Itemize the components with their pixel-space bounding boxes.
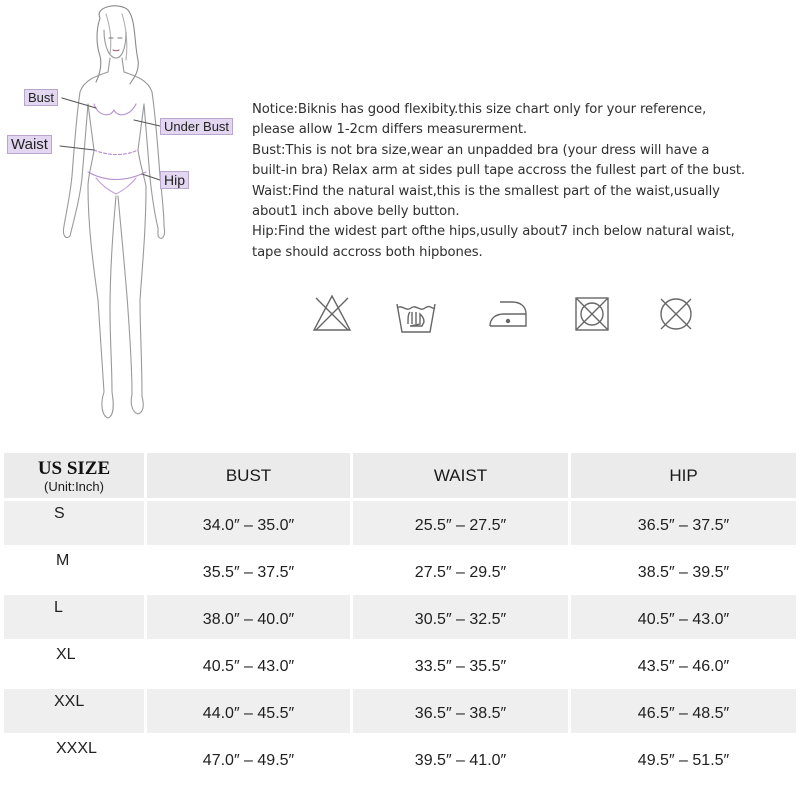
notice-line: tape should accross both hipbones. (252, 244, 483, 260)
size-chart-table (4, 453, 796, 780)
table-row (4, 686, 796, 733)
table-row (4, 498, 796, 545)
bust-cell: 38.0″ – 40.0″ (147, 592, 353, 639)
size-cell: L (4, 592, 147, 639)
hip-cell: 49.5″ – 51.5″ (571, 733, 796, 780)
waist-cell: 36.5″ – 38.5″ (353, 686, 571, 733)
size-cell: XL (4, 639, 147, 686)
bust-cell: 40.5″ – 43.0″ (147, 639, 353, 686)
hip-cell: 46.5″ – 48.5″ (571, 686, 796, 733)
waist-label: Waist (7, 135, 52, 154)
size-cell: XXL (4, 686, 147, 733)
iron-low-icon (484, 290, 532, 338)
notice-line: Hip:Find the widest part ofthe hips,usully about7 inch below natural waist, (252, 224, 735, 240)
us-size-title: US SIZE (37, 457, 111, 479)
us-size-header (4, 453, 147, 498)
bust-label: Bust (24, 89, 58, 106)
care-instructions (300, 290, 720, 338)
under-bust-label: Under Bust (160, 118, 233, 135)
hip-label: Hip (160, 171, 189, 189)
table-row (4, 639, 796, 686)
do-not-tumble-dry-icon (568, 290, 616, 338)
table-row (4, 733, 796, 780)
bust-cell: 47.0″ – 49.5″ (147, 733, 353, 780)
model-sketch (0, 0, 250, 430)
measurement-notice (252, 100, 798, 263)
hip-cell: 38.5″ – 39.5″ (571, 545, 796, 592)
table-header-row (4, 453, 796, 498)
notice-line: Waist:Find the natural waist,this is the smallest part of the waist,usually (252, 183, 720, 199)
bust-header: BUST (147, 453, 353, 498)
hip-cell: 43.5″ – 46.0″ (571, 639, 796, 686)
table-row (4, 592, 796, 639)
waist-cell: 30.5″ – 32.5″ (353, 592, 571, 639)
notice-line: please allow 1-2cm differs measurerment. (252, 122, 527, 138)
waist-header: WAIST (353, 453, 571, 498)
waist-cell: 39.5″ – 41.0″ (353, 733, 571, 780)
hip-header: HIP (571, 453, 796, 498)
bust-cell: 44.0″ – 45.5″ (147, 686, 353, 733)
waist-cell: 25.5″ – 27.5″ (353, 498, 571, 545)
size-cell: S (4, 498, 147, 545)
waist-cell: 33.5″ – 35.5″ (353, 639, 571, 686)
notice-line: about1 inch above belly button. (252, 204, 460, 220)
hip-cell: 40.5″ – 43.0″ (571, 592, 796, 639)
do-not-bleach-icon (308, 290, 356, 338)
table-row (4, 545, 796, 592)
size-cell: XXXL (4, 733, 147, 780)
do-not-dry-clean-icon (652, 290, 700, 338)
hip-cell: 36.5″ – 37.5″ (571, 498, 796, 545)
notice-line: built-in bra) Relax arm at sides pull tape accross the fullest part of the bust. (252, 163, 746, 179)
bust-cell: 34.0″ – 35.0″ (147, 498, 353, 545)
waist-cell: 27.5″ – 29.5″ (353, 545, 571, 592)
size-cell: M (4, 545, 147, 592)
notice-line: Bust:This is not bra size,wear an unpadded bra (your dress will have a (252, 142, 710, 158)
notice-line: Notice:Biknis has good flexibity.this size chart only for your reference, (252, 102, 707, 117)
bust-cell: 35.5″ – 37.5″ (147, 545, 353, 592)
unit-label: (Unit:Inch) (44, 478, 104, 494)
body-measurement-figure (0, 0, 250, 430)
hand-wash-icon (392, 290, 440, 338)
